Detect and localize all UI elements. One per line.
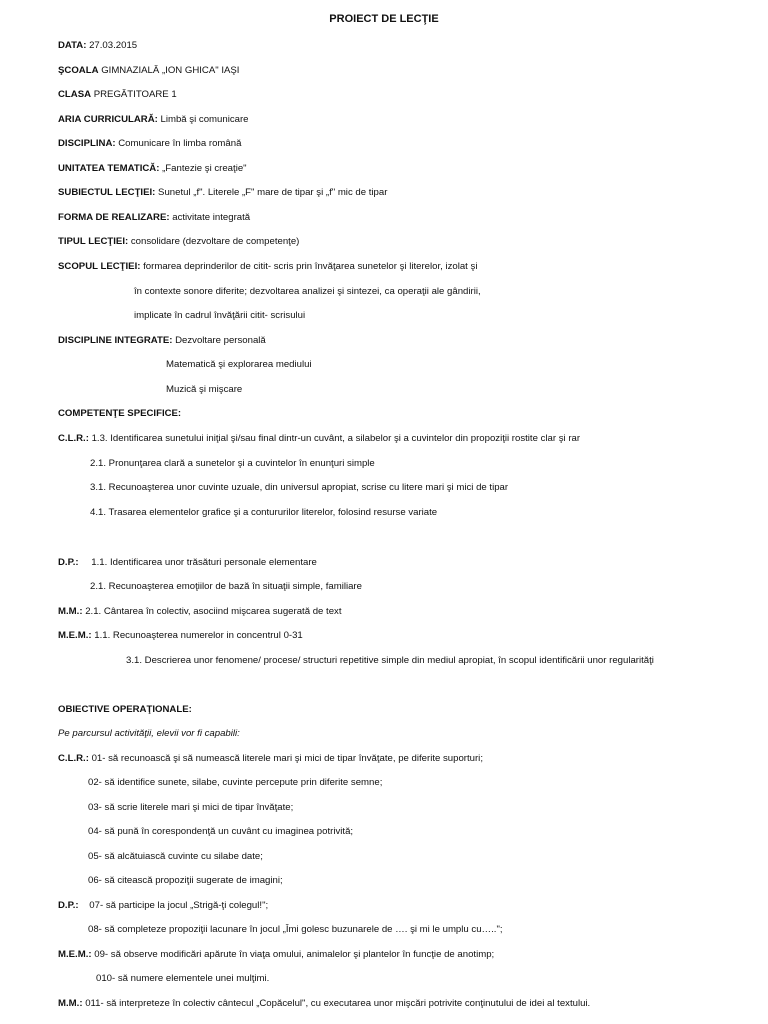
lesson-scope-label: SCOPUL LECŢIEI: <box>58 261 141 272</box>
objective-02: 02- să identifice sunete, silabe, cuvinte percepute prin diferite semne; <box>88 777 383 788</box>
competence-mem-1: 1.1. Recunoaşterea numerelor in concentrul 0-31 <box>94 630 303 641</box>
competence-clr-1-line <box>58 433 580 445</box>
objective-03: 03- să scrie literele mari şi mici de tipar învăţate; <box>88 802 294 813</box>
discipline-value: Comunicare în limba română <box>118 138 242 149</box>
lesson-scope-text-3: implicate în cadrul învăţării citit- scrisului <box>134 310 306 321</box>
objective-mm-line <box>58 998 590 1010</box>
date-value: 27.03.2015 <box>89 40 138 51</box>
competence-clr-2: 2.1. Pronunţarea clară a sunetelor şi a cuvintelor în enunţuri simple <box>90 458 375 469</box>
objective-01: 01- să recunoască şi să numească literele mari şi mici de tipar învăţate, pe diferite suporturi; <box>91 753 483 764</box>
form-value: activitate integrată <box>172 212 251 223</box>
lesson-type-value: consolidare (dezvoltare de competenţe) <box>130 236 300 247</box>
objectives-heading <box>58 704 192 716</box>
date-label: DATA: <box>58 40 87 51</box>
objective-mem-label: M.E.M.: <box>58 949 92 960</box>
objective-09: 09- să observe modificări apărute în viaţa omului, animalelor şi plantelor în funcţie de anotimp; <box>94 949 495 960</box>
competence-clr-1: 1.3. Identificarea sunetului iniţial şi/sau final dintr-un cuvânt, a silabelor şi a cuvintelor din propoziţii rostite clar şi rar <box>91 433 581 444</box>
school-label: ŞCOALA <box>58 65 99 76</box>
discipline-line <box>58 138 241 150</box>
integrated-discipline-2: Matematică şi explorarea mediului <box>166 359 312 370</box>
objective-clr-label: C.L.R.: <box>58 753 89 764</box>
thematic-unit-label: UNITATEA TEMATICĂ: <box>58 163 160 174</box>
objective-011: 011- să interpreteze în colectiv cântecul „Copăcelul", cu executarea unor mişcări potrivite conţinutului de idei al textului. <box>85 998 591 1009</box>
lesson-type-line <box>58 236 299 248</box>
curricular-area-line <box>58 114 249 126</box>
competence-clr-3: 3.1. Recunoaşterea unor cuvinte uzuale, din universul apropiat, scrise cu litere mari şi mici de tipar <box>90 482 509 493</box>
objective-08: 08- să completeze propoziţii lacunare în jocul „Îmi golesc buzunarele de …. şi mi le umplu cu….."; <box>88 924 503 935</box>
class-value: PREGĂTITOARE 1 <box>93 89 177 100</box>
objective-04: 04- să pună în corespondenţă un cuvânt cu imaginea potrivită; <box>88 826 354 837</box>
competence-mem-1-line <box>58 630 303 642</box>
competence-mm-label: M.M.: <box>58 606 83 617</box>
objectives-heading-text: OBIECTIVE OPERAŢIONALE: <box>58 704 192 715</box>
objective-06: 06- să citească propoziţii sugerate de imagini; <box>88 875 283 886</box>
objective-07: 07- să participe la jocul „Strigă-ţi colegul!"; <box>89 900 269 911</box>
competence-mm-line <box>58 606 342 618</box>
competence-dp-1: 1.1. Identificarea unor trăsături personale elementare <box>91 557 317 568</box>
objective-mm-label: M.M.: <box>58 998 83 1009</box>
class-label: CLASA <box>58 89 92 100</box>
integrated-discipline-1: Dezvoltare personală <box>175 335 266 346</box>
curricular-area-label: ARIA CURRICULARĂ: <box>58 114 158 125</box>
form-label: FORMA DE REALIZARE: <box>58 212 170 223</box>
competence-dp-label: D.P.: <box>58 557 79 568</box>
lesson-scope-text-2: în contexte sonore diferite; dezvoltarea analizei şi sintezei, ca operaţii ale gândirii, <box>134 286 481 297</box>
integrated-disciplines-label: DISCIPLINE INTEGRATE: <box>58 335 173 346</box>
objectives-intro: Pe parcursul activităţii, elevii vor fi capabili: <box>58 728 240 739</box>
competences-heading <box>58 408 181 420</box>
discipline-label: DISCIPLINA: <box>58 138 116 149</box>
school-value: GIMNAZIALĂ „ION GHICA" IAŞI <box>101 65 240 76</box>
competence-dp-2: 2.1. Recunoaşterea emoţiilor de bază în situaţii simple, familiare <box>90 581 362 592</box>
thematic-unit-value: „Fantezie şi creaţie" <box>162 163 247 174</box>
lesson-subject-label: SUBIECTUL LECŢIEI: <box>58 187 156 198</box>
school-line <box>58 65 239 77</box>
document-title: PROIECT DE LECŢIE <box>329 13 439 25</box>
competence-clr-label: C.L.R.: <box>58 433 89 444</box>
competences-heading-text: COMPETENŢE SPECIFICE: <box>58 408 182 419</box>
thematic-unit-line <box>58 163 247 175</box>
competence-mem-label: M.E.M.: <box>58 630 92 641</box>
date-line <box>58 40 137 52</box>
objective-clr-1-line <box>58 753 483 765</box>
competence-mm-1: 2.1. Cântarea în colectiv, asociind mişcarea sugerată de text <box>85 606 342 617</box>
integrated-discipline-3: Muzică şi mişcare <box>166 384 243 395</box>
objective-dp-label: D.P.: <box>58 900 79 911</box>
lesson-scope-text-1: formarea deprinderilor de citit- scris prin învăţarea sunetelor şi literelor, izolat şi <box>143 261 478 272</box>
lesson-scope-line <box>58 261 477 273</box>
curricular-area-value: Limbă şi comunicare <box>160 114 249 125</box>
integrated-disciplines-line <box>58 335 266 347</box>
competence-mem-2: 3.1. Descrierea unor fenomene/ procese/ structuri repetitive simple din mediul apropiat, în scopul identificării unor regularităţi <box>126 655 654 666</box>
objective-010: 010- să numere elementele unei mulţimi. <box>96 973 270 984</box>
competence-dp-1-line <box>58 557 317 569</box>
form-line <box>58 212 250 224</box>
objective-mem-line <box>58 949 494 961</box>
lesson-subject-line <box>58 187 387 199</box>
lesson-subject-value: Sunetul „f". Literele „F" mare de tipar şi „f" mic de tipar <box>158 187 388 198</box>
class-line <box>58 89 177 101</box>
objective-dp-line <box>58 900 268 912</box>
lesson-type-label: TIPUL LECŢIEI: <box>58 236 129 247</box>
objective-05: 05- să alcătuiască cuvinte cu silabe date; <box>88 851 263 862</box>
competence-clr-4: 4.1. Trasarea elementelor grafice şi a contururilor literelor, folosind resurse variate <box>90 507 438 518</box>
